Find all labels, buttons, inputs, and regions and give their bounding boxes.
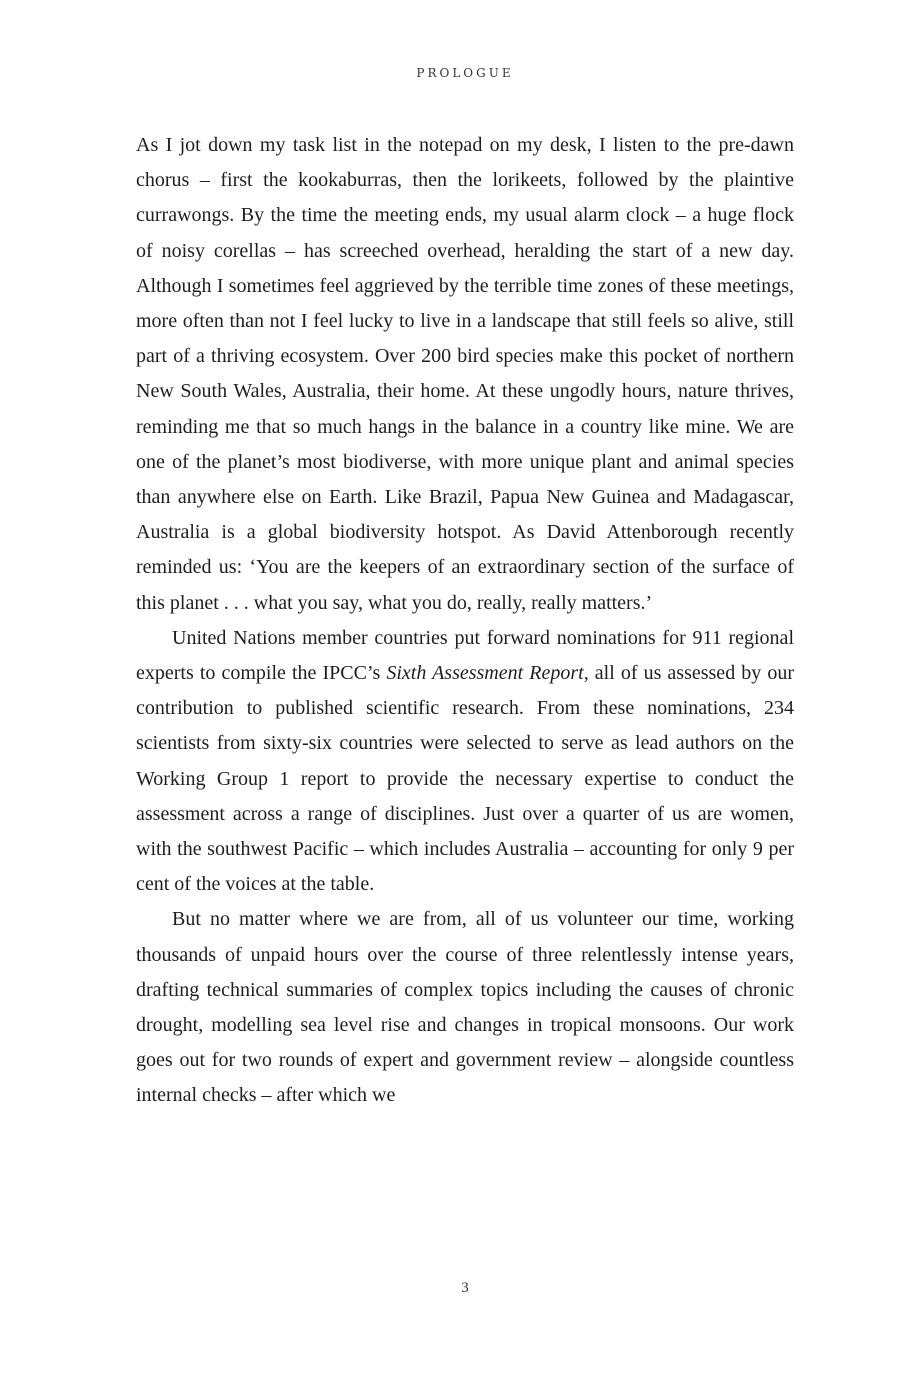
running-head: PROLOGUE <box>416 66 514 80</box>
body-text <box>136 128 794 1114</box>
paragraph-2-part-2: , all of us assessed by our contribution to published scientific research. From these nominations, 234 scientists from sixty-six countries were selected to serve as lead authors on the Working Group 1 report to provide the necessary expertise to conduct the assessment across a range of disciplines. Just over a quarter of us are women, with the southwest Pacific – which includes Australia – accounting for only 9 per cent of the voices at the table. <box>136 662 794 896</box>
page-number: 3 <box>461 1280 469 1296</box>
paragraph-1: As I jot down my task list in the notepad on my desk, I listen to the pre-dawn chorus – first the kookaburras, then the lorikeets, followed by the plaintive currawongs. By the time the meeting ends, my usual alarm clock – a huge flock of noisy corellas – has screeched overhead, heralding the start of a new day. Although I sometimes feel aggrieved by the terrible time zones of these meetings, more often than not I feel lucky to live in a landscape that still feels so alive, still part of a thriving ecosystem. Over 200 bird species make this pocket of northern New South Wales, Australia, their home. At these ungodly hours, nature thrives, reminding me that so much hangs in the balance in a country like mine. We are one of the planet’s most biodiverse, with more unique plant and animal species than anywhere else on Earth. Like Brazil, Papua New Guinea and Madagascar, Australia is a global biodiversity hotspot. As David Attenborough recently reminded us: ‘You are the keepers of an extraordinary section of the surface of this planet . . . what you say, what you do, really, really matters.’ <box>136 134 794 614</box>
paragraph-2 <box>136 621 794 903</box>
report-title: Sixth Assessment Report <box>386 662 584 685</box>
paragraph-3: But no matter where we are from, all of us volunteer our time, working thousands of unpaid hours over the course of three relentlessly intense years, drafting technical summaries of complex topics including the causes of chronic drought, modelling sea level rise and changes in tropical monsoons. Our work goes out for two rounds of expert and government review – alongside countless internal checks – after which we <box>136 908 794 1107</box>
paragraph-2-part-1: United Nations member countries put forward nominations for 911 regional experts to compile the IPCC’s <box>136 626 794 685</box>
